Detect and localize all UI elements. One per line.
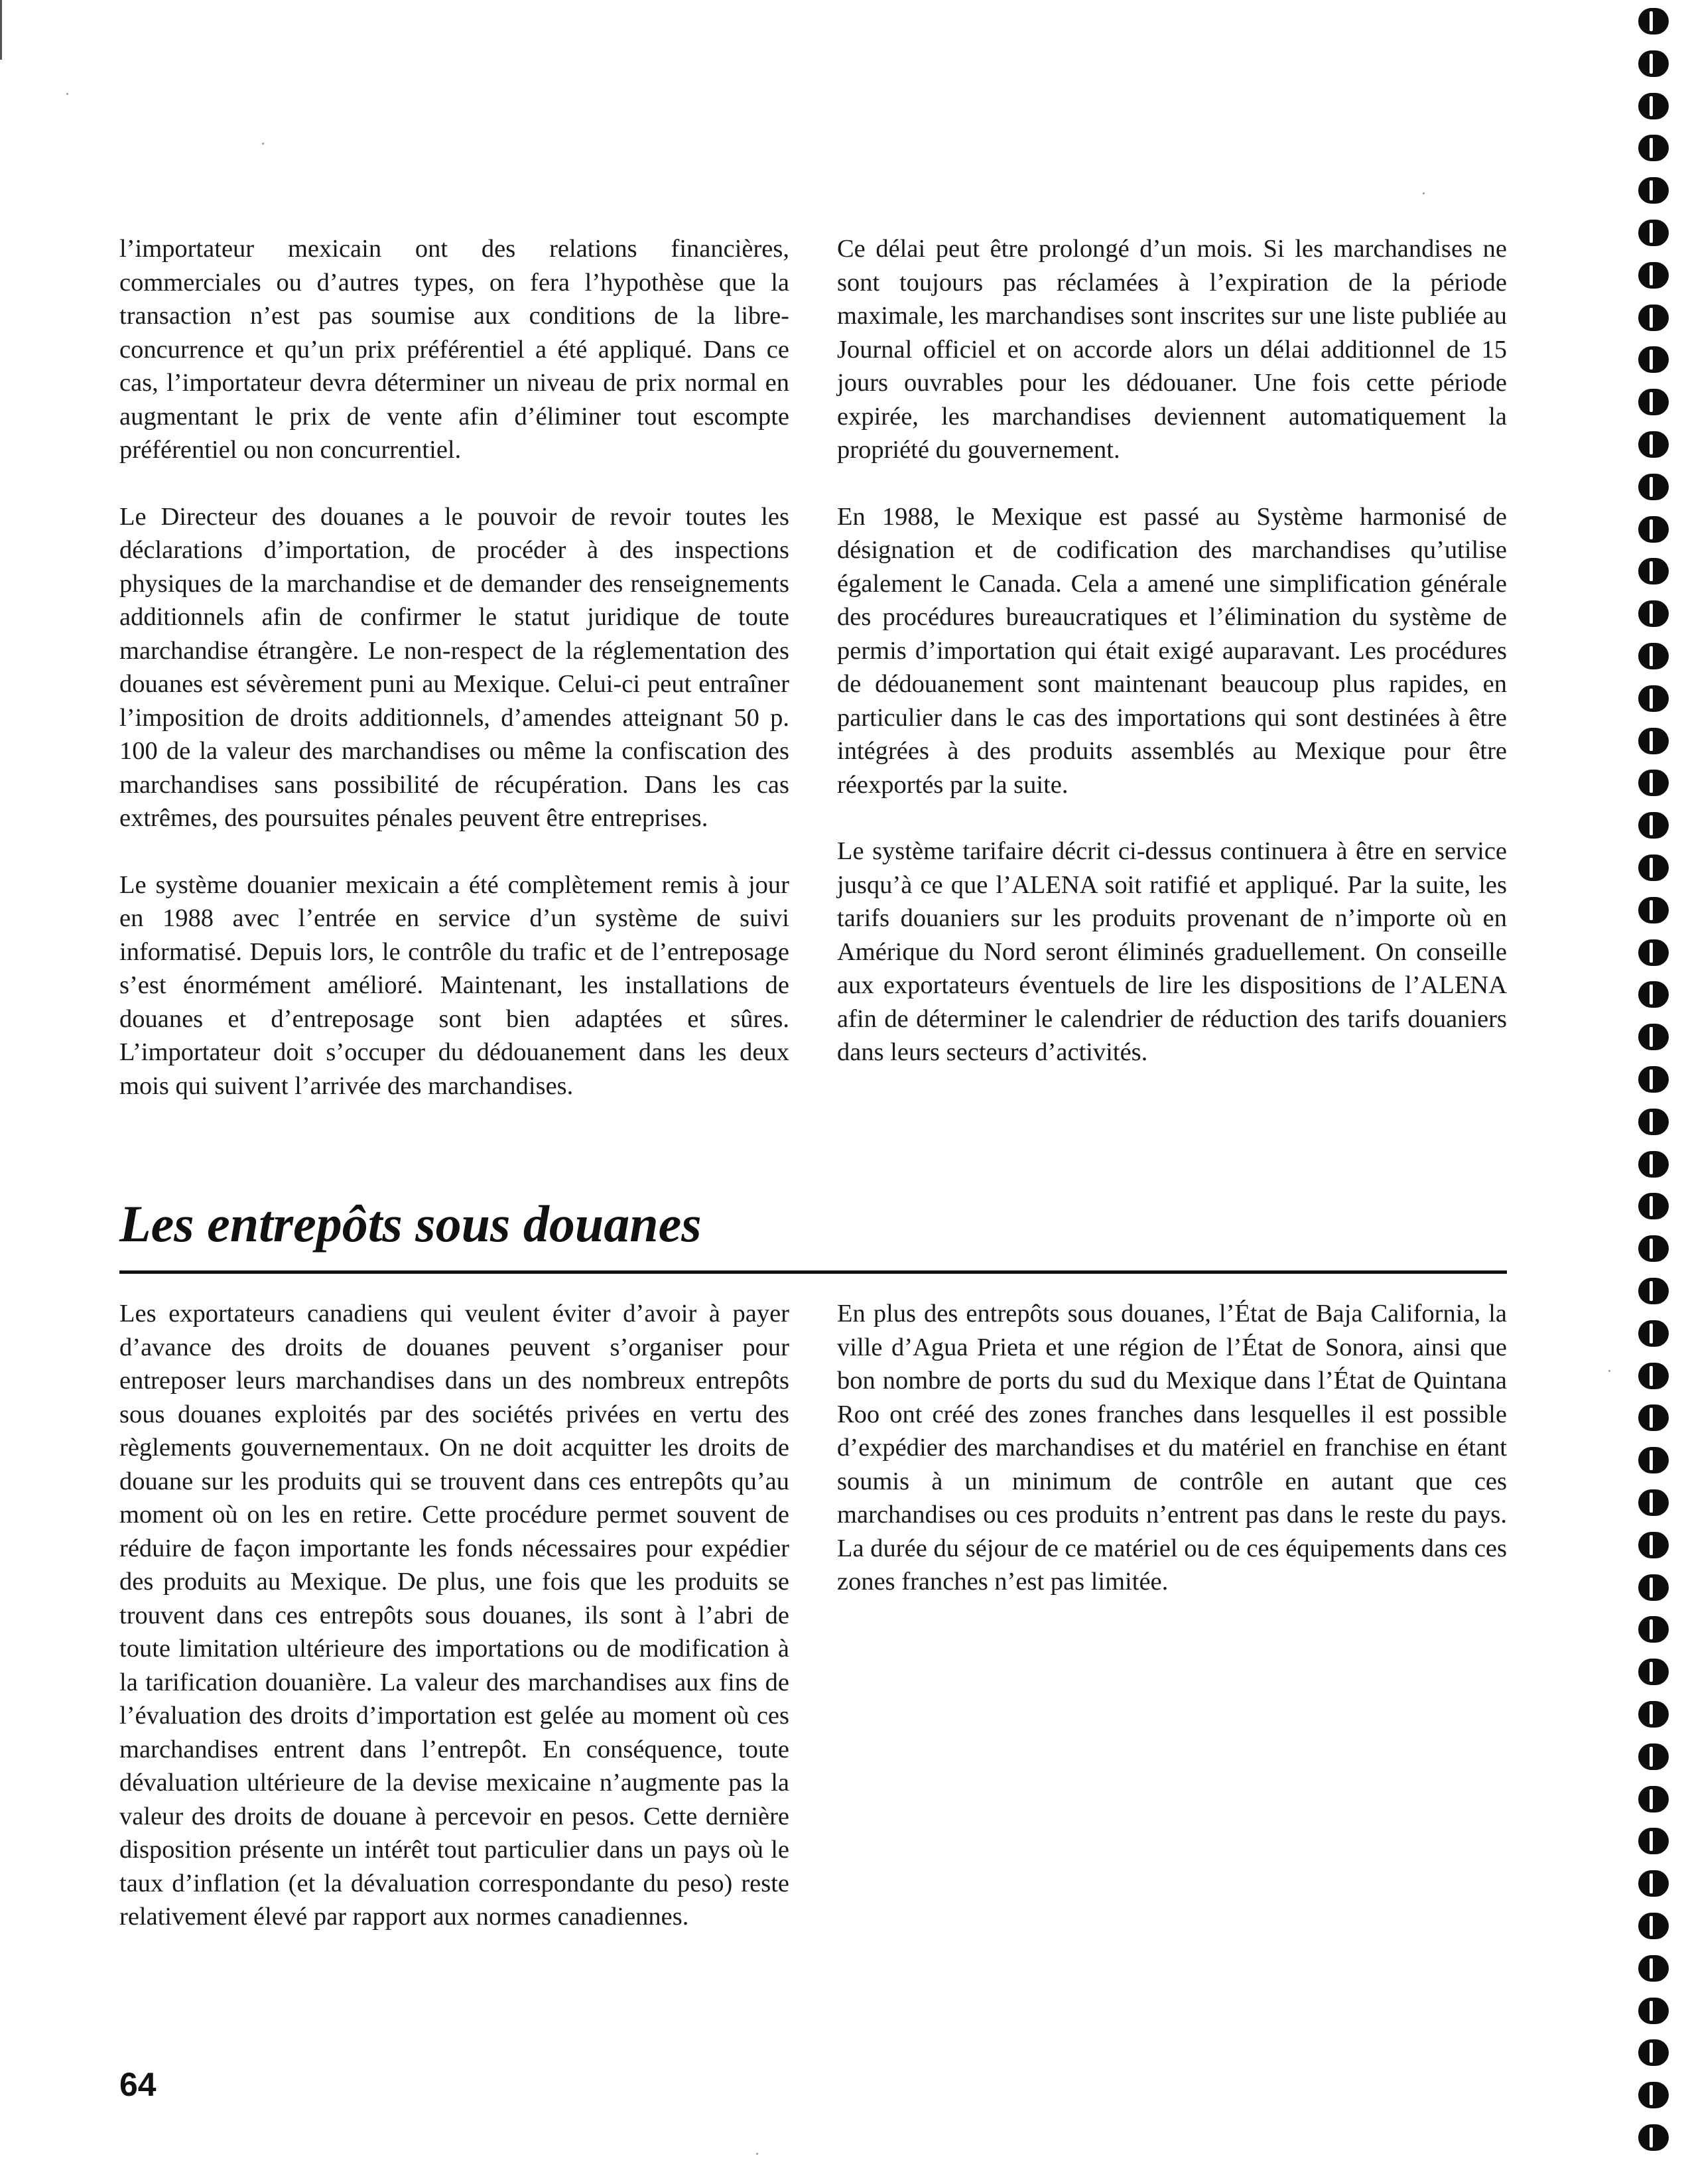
ring-highlight [1650,392,1653,412]
binding-ring [1638,1193,1669,1219]
ring-highlight [1650,1196,1653,1216]
ring-highlight [1650,308,1653,328]
binding-ring [1638,981,1669,1008]
paragraph: l’importateur mexicain ont des relations financières, commerciales ou d’autres types, on fera l’hypothèse que la transaction n’est pas soumise aux conditions de la libre-concurrence et qu’un prix préférentiel a été appliqué. Dans ce cas, l’importateur devra déterminer un niveau de prix normal en augmentant le prix de vente afin d’éliminer tout escompte préférentiel ou non concurrentiel. [119,235,789,464]
binding-ring [1638,1955,1669,1982]
ring-highlight [1650,2001,1653,2021]
ring-highlight [1650,1916,1653,1936]
ring-highlight [1650,138,1653,158]
section-heading: Les entrepôts sous douanes [119,1195,702,1253]
top-left-column [119,232,789,1136]
spiral-binding [1632,0,1678,2184]
scan-speck [1423,192,1425,194]
ring-highlight [1650,646,1653,666]
ring-highlight [1650,815,1653,835]
binding-ring [1638,1404,1669,1431]
ring-highlight [1650,1450,1653,1470]
ring-highlight [1650,561,1653,581]
ring-highlight [1650,1493,1653,1513]
binding-ring [1638,1574,1669,1601]
ring-highlight [1650,1578,1653,1598]
binding-ring [1638,558,1669,584]
binding-ring [1638,1066,1669,1093]
ring-highlight [1650,2128,1653,2148]
binding-ring [1638,1870,1669,1897]
scan-speck [1608,1370,1610,1372]
ring-highlight [1650,1324,1653,1343]
binding-ring [1638,1701,1669,1728]
ring-highlight [1650,54,1653,74]
ring-highlight [1650,1874,1653,1893]
bottom-right-column [837,1297,1507,1632]
ring-highlight [1650,180,1653,200]
binding-ring [1638,389,1669,415]
ring-highlight [1650,1619,1653,1639]
binding-ring [1638,1616,1669,1643]
binding-ring [1638,177,1669,204]
paragraph: Ce délai peut être prolongé d’un mois. Si les marchandises ne sont toujours pas réclamées à l’expiration de la période maximale, les marchandises sont inscrites sur une liste publiée au Journal officiel et on accorde alors un délai additionnel de 15 jours ouvrables pour les dédouaner. Une fois cette période expirée, les marchandises deviennent automatiquement la propriété du gouvernement. [837,235,1507,464]
binding-ring [1638,770,1669,796]
binding-ring [1638,1109,1669,1135]
section-divider [119,1270,1507,1274]
ring-highlight [1650,2085,1653,2105]
ring-highlight [1650,1281,1653,1301]
scan-speck [262,143,264,145]
ring-highlight [1650,1069,1653,1089]
paragraph: Le Directeur des douanes a le pouvoir de revoir toutes les déclarations d’importation, de procéder à des inspections physiques de la marchandise et de demander des renseignements additionnels afin de confirmer le statut juridique de toute marchandise étrangère. Le non-respect de la réglementation des douanes est sévèrement puni au Mexique. Celui-ci peut entraîner l’imposition de droits additionnels, d’amendes atteignant 50 p. 100 de la valeur des marchandises ou même la confiscation des marchandises sans possibilité de récupération. Dans les cas extrêmes, des poursuites pénales peuvent être entreprises. [119,502,789,832]
binding-ring [1638,854,1669,881]
ring-highlight [1650,2043,1653,2063]
paragraph: Les exportateurs canadiens qui veulent éviter d’avoir à payer d’avance des droits de douanes peuvent s’organiser pour entreposer leurs marchandises dans un des nombreux entrepôts sous douanes exploités par des sociétés privées en vertu des règlements gouvernementaux. On ne doit acquitter les droits de douane sur les produits qui se trouvent dans ces entrepôts qu’au moment où on les en retire. Cette procédure permet souvent de réduire de façon importante les fonds nécessaires pour expédier des produits au Mexique. De plus, une fois que les produits se trouvent dans ces entrepôts sous douanes, ils sont à l’abri de toute limitation ultérieure des importations ou de modification à la tarification douanière. La valeur des marchandises aux fins de l’évaluation des droits d’importation est gelée au moment où ces marchandises entrent dans l’entrepôt. En conséquence, toute dévaluation ultérieure de la devise mexicaine n’augmente pas la valeur des droits de douane à percevoir en pesos. Cette dernière disposition présente un intérêt tout particulier dans un pays où le taux d’inflation (et la dévaluation correspondante du peso) reste relativement élevé par rapport aux normes canadiennes. [119,1300,789,1931]
ring-highlight [1650,731,1653,751]
ring-highlight [1650,1831,1653,1851]
binding-ring [1638,600,1669,627]
binding-ring [1638,1743,1669,1770]
binding-ring [1638,643,1669,669]
ring-highlight [1650,1239,1653,1259]
paragraph: En 1988, le Mexique est passé au Système harmonisé de désignation et de codification des marchandises qu’utilise également le Canada. Cela a amené une simplification générale des procédures bureaucratiques et l’élimination du système de permis d’importation qui était exigé auparavant. Les procédures de dédouanement sont maintenant beaucoup plus rapides, en particulier dans le cas des importations qui sont destinées à être intégrées à des produits assemblés au Mexique pour être réexportés par la suite. [837,502,1507,799]
paragraph: Le système douanier mexicain a été complètement remis à jour en 1988 avec l’entrée en service d’un système de suivi informatisé. Depuis lors, le contrôle du trafic et de l’entreposage s’est énormément amélioré. Maintenant, les installations de douanes et d’entreposage sont bien adaptées et sûres. L’importateur doit s’occuper du dédouanement dans les deux mois qui suivent l’arrivée des marchandises. [119,870,789,1100]
ring-highlight [1650,1154,1653,1174]
ring-highlight [1650,1662,1653,1682]
ring-highlight [1650,1789,1653,1809]
ring-highlight [1650,1408,1653,1428]
ring-highlight [1650,985,1653,1004]
ring-highlight [1650,1027,1653,1047]
ring-highlight [1650,604,1653,624]
binding-ring [1638,1913,1669,1939]
binding-ring [1638,431,1669,458]
binding-ring [1638,262,1669,289]
binding-ring [1638,1235,1669,1262]
binding-ring [1638,2124,1669,2151]
binding-ring [1638,220,1669,246]
top-right-column [837,232,1507,1103]
binding-ring [1638,8,1669,34]
ring-highlight [1650,11,1653,31]
scan-speck [756,2153,758,2155]
ring-highlight [1650,773,1653,793]
ring-highlight [1650,1366,1653,1386]
ring-highlight [1650,435,1653,454]
binding-ring [1638,474,1669,500]
binding-ring [1638,1998,1669,2024]
binding-ring [1638,1828,1669,1854]
ring-highlight [1650,900,1653,920]
bottom-left-column [119,1297,789,1967]
ring-highlight [1650,1958,1653,1978]
page-number: 64 [119,2066,157,2103]
binding-ring [1638,1532,1669,1558]
ring-highlight [1650,858,1653,878]
ring-highlight [1650,1112,1653,1132]
binding-ring [1638,1447,1669,1473]
binding-ring [1638,346,1669,373]
paragraph: Le système tarifaire décrit ci-dessus continuera à être en service jusqu’à ce que l’ALENA soit ratifié et appliqué. Par la suite, les tarifs douaniers sur les produits provenant de n’importe où en Amérique du Nord seront éliminés graduellement. On conseille aux exportateurs éventuels de lire les dispositions de l’ALENA afin de déterminer le calendrier de réduction des tarifs douaniers dans leurs secteurs d’activités. [837,837,1507,1066]
binding-ring [1638,2082,1669,2108]
binding-ring [1638,93,1669,119]
binding-ring [1638,1363,1669,1389]
ring-highlight [1650,943,1653,963]
ring-highlight [1650,1747,1653,1767]
paragraph: En plus des entrepôts sous douanes, l’État de Baja California, la ville d’Agua Prieta et une région de l’État de Sonora, ainsi que bon nombre de ports du sud du Mexique dans l’État de Quintana Roo ont créé des zones franches dans lesquelles il est possible d’expédier des marchandises et du matériel en franchise en étant soumis à un minimum de contrôle en autant que ces marchandises ou ces produits n’entrent pas dans le reste du pays. La durée du séjour de ce matériel ou de ces équipements dans ces zones franches n’est pas limitée. [837,1300,1507,1596]
binding-ring [1638,812,1669,839]
binding-ring [1638,516,1669,543]
ring-highlight [1650,689,1653,709]
binding-ring [1638,2039,1669,2066]
scan-speck [66,93,68,95]
binding-ring [1638,1659,1669,1685]
binding-ring [1638,1786,1669,1812]
binding-ring [1638,1278,1669,1304]
binding-ring [1638,939,1669,966]
binding-ring [1638,728,1669,754]
binding-ring [1638,685,1669,712]
ring-highlight [1650,265,1653,285]
binding-ring [1638,897,1669,923]
binding-ring [1638,1024,1669,1050]
ring-highlight [1650,477,1653,497]
binding-ring [1638,1320,1669,1347]
binding-ring [1638,305,1669,331]
binding-ring [1638,1151,1669,1178]
page-edge-mark [0,0,2,60]
binding-ring [1638,135,1669,161]
ring-highlight [1650,96,1653,116]
ring-highlight [1650,1704,1653,1724]
binding-ring [1638,50,1669,77]
binding-ring [1638,1489,1669,1516]
ring-highlight [1650,1535,1653,1555]
ring-highlight [1650,350,1653,370]
ring-highlight [1650,223,1653,243]
ring-highlight [1650,519,1653,539]
